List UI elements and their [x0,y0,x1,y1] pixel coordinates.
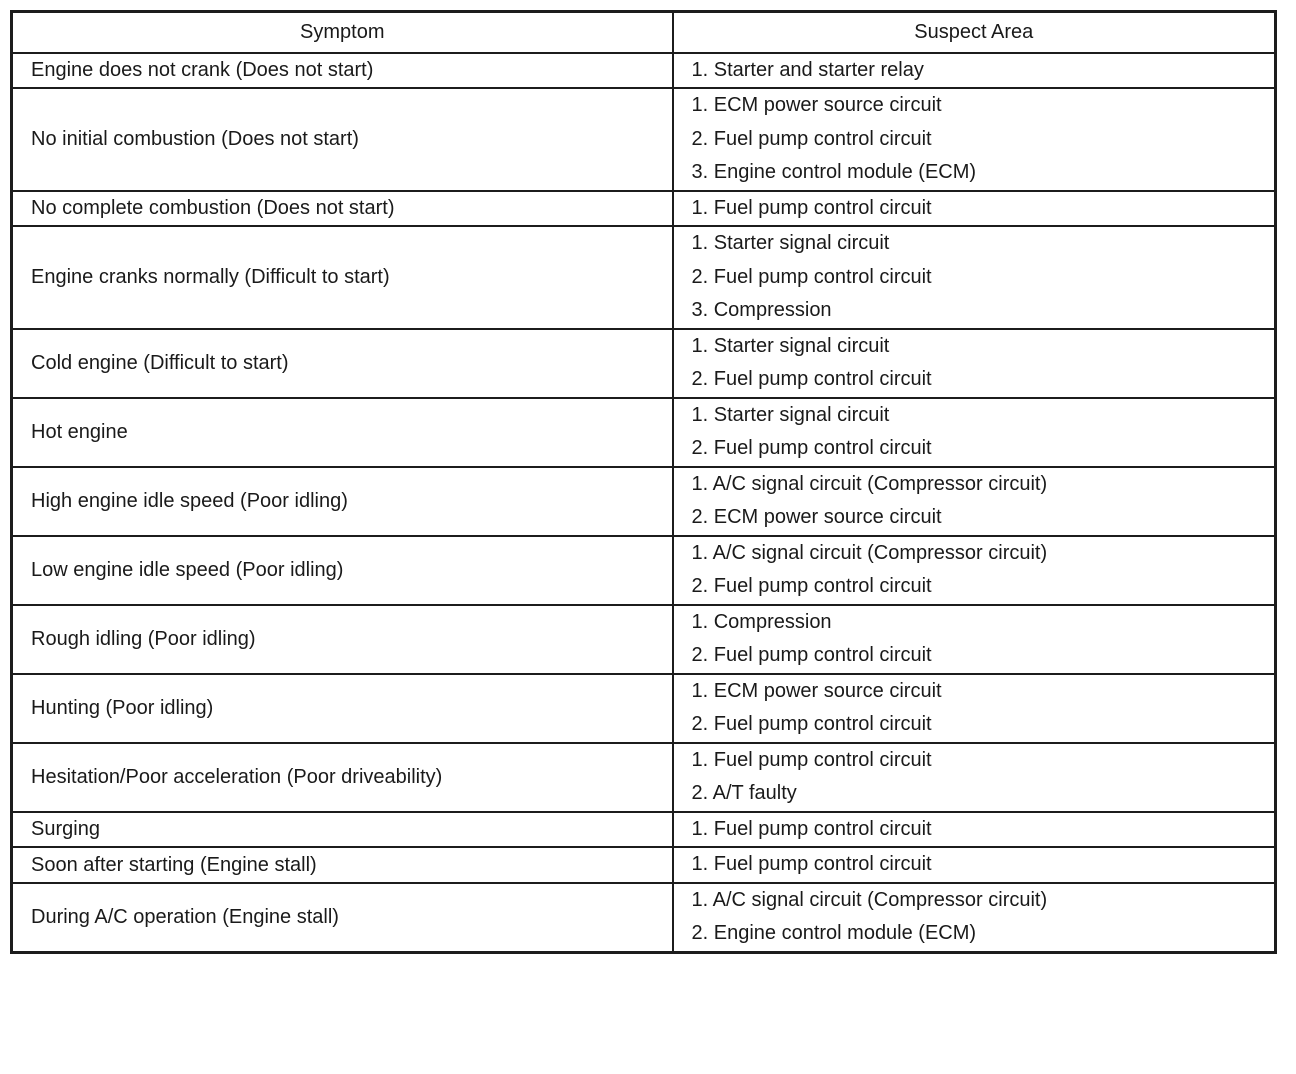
suspect-area-list [692,468,1275,535]
symptom-text: Hunting (Poor idling) [31,697,214,719]
symptom-text: No complete combustion (Does not start) [31,197,395,220]
suspect-area-item: 1. A/C signal circuit (Compressor circuit) [691,541,1048,564]
symptom-text: Engine cranks normally (Difficult to start) [31,266,390,289]
suspect-area-item: 1. Fuel pump control circuit [691,853,932,875]
suspect-area-item: 2. Fuel pump control circuit [691,575,932,597]
suspect-area-item: 2. Fuel pump control circuit [691,437,932,459]
suspect-area-item: 1. A/C signal circuit (Compressor circuit) [691,888,1048,911]
suspect-area-item: 3. Compression [691,299,832,321]
header-row [12,12,1276,53]
suspect-area-list [692,813,1275,847]
symptom-text: No initial combustion (Does not start) [31,128,359,151]
suspect-area-cell [673,883,1276,953]
symptom-text: High engine idle speed (Poor idling) [31,490,348,512]
symptom-text: Soon after starting (Engine stall) [31,853,317,876]
suspect-area-item: 2. Fuel pump control circuit [691,127,932,150]
table-row [12,812,1276,848]
suspect-area-cell [673,605,1276,674]
table-row [12,53,1276,89]
table-row [12,674,1276,743]
symptom-text: Low engine idle speed (Poor idling) [31,559,344,581]
suspect-area-cell [673,847,1276,883]
symptom-text: Hesitation/Poor acceleration (Poor driveability) [31,766,443,788]
table-row [12,536,1276,605]
table-row [12,329,1276,398]
suspect-area-list [692,675,1275,742]
suspect-area-list [692,330,1275,397]
suspect-area-item: 1. Starter signal circuit [691,334,890,357]
suspect-area-item: 1. Compression [691,610,832,633]
suspect-area-item: 1. Starter and starter relay [691,58,924,81]
table-row [12,398,1276,467]
suspect-area-item: 3. Engine control module (ECM) [691,161,977,183]
suspect-area-cell [673,226,1276,329]
symptom-cell [12,605,673,674]
suspect-area-item: 2. Fuel pump control circuit [691,644,932,666]
suspect-area-item: 1. Starter signal circuit [691,403,890,426]
suspect-area-cell [673,674,1276,743]
symptom-cell [12,398,673,467]
symptom-table [10,10,1277,954]
symptom-cell [12,812,673,848]
suspect-area-item: 1. Fuel pump control circuit [691,196,932,219]
table-row [12,88,1276,191]
suspect-area-list [692,848,1275,882]
symptom-cell [12,226,673,329]
symptom-cell [12,88,673,191]
suspect-area-cell [673,53,1276,89]
symptom-cell [12,329,673,398]
table-row [12,467,1276,536]
suspect-area-item: 2. Fuel pump control circuit [691,368,932,390]
suspect-area-cell [673,467,1276,536]
suspect-area-item: 2. Engine control module (ECM) [691,922,977,944]
symptom-text: During A/C operation (Engine stall) [31,906,339,928]
symptom-cell [12,467,673,536]
symptom-text: Rough idling (Poor idling) [31,628,256,650]
symptom-text: Cold engine (Difficult to start) [31,352,289,374]
symptom-cell [12,191,673,227]
suspect-area-list [692,744,1275,811]
suspect-area-list [692,227,1275,328]
suspect-area-cell [673,329,1276,398]
table-row [12,847,1276,883]
suspect-area-item: 2. Fuel pump control circuit [691,713,932,735]
symptom-text: Surging [31,818,100,841]
suspect-area-cell [673,88,1276,191]
symptom-text: Engine does not crank (Does not start) [31,59,374,82]
suspect-area-item: 1. Fuel pump control circuit [691,748,932,771]
table-row [12,191,1276,227]
suspect-area-column-header: Suspect Area [673,12,1276,53]
symptom-column-header: Symptom [12,12,673,53]
suspect-area-item: 2. Fuel pump control circuit [691,265,932,288]
suspect-area-list [692,54,1275,88]
suspect-area-list [692,884,1275,951]
symptom-text: Hot engine [31,421,128,443]
table-row [12,743,1276,812]
table-row [12,226,1276,329]
suspect-area-item: 1. Fuel pump control circuit [691,817,932,840]
symptom-cell [12,847,673,883]
suspect-area-item: 2. ECM power source circuit [691,506,942,528]
suspect-area-item: 1. ECM power source circuit [691,94,942,116]
suspect-area-cell [673,536,1276,605]
suspect-area-list [692,192,1275,226]
suspect-area-list [692,606,1275,673]
symptom-cell [12,883,673,953]
table-row [12,605,1276,674]
suspect-area-cell [673,191,1276,227]
suspect-area-cell [673,812,1276,848]
symptom-cell [12,674,673,743]
symptom-cell [12,743,673,812]
table-row [12,883,1276,953]
symptom-cell [12,536,673,605]
symptom-cell [12,53,673,89]
suspect-area-cell [673,398,1276,467]
suspect-area-list [692,89,1275,190]
suspect-area-item: 1. A/C signal circuit (Compressor circuit) [691,472,1048,495]
suspect-area-item: 2. A/T faulty [691,782,797,804]
suspect-area-list [692,537,1275,604]
table-body [12,53,1276,953]
suspect-area-list [692,399,1275,466]
suspect-area-item: 1. ECM power source circuit [691,679,942,702]
suspect-area-item: 1. Starter signal circuit [691,232,890,254]
suspect-area-cell [673,743,1276,812]
